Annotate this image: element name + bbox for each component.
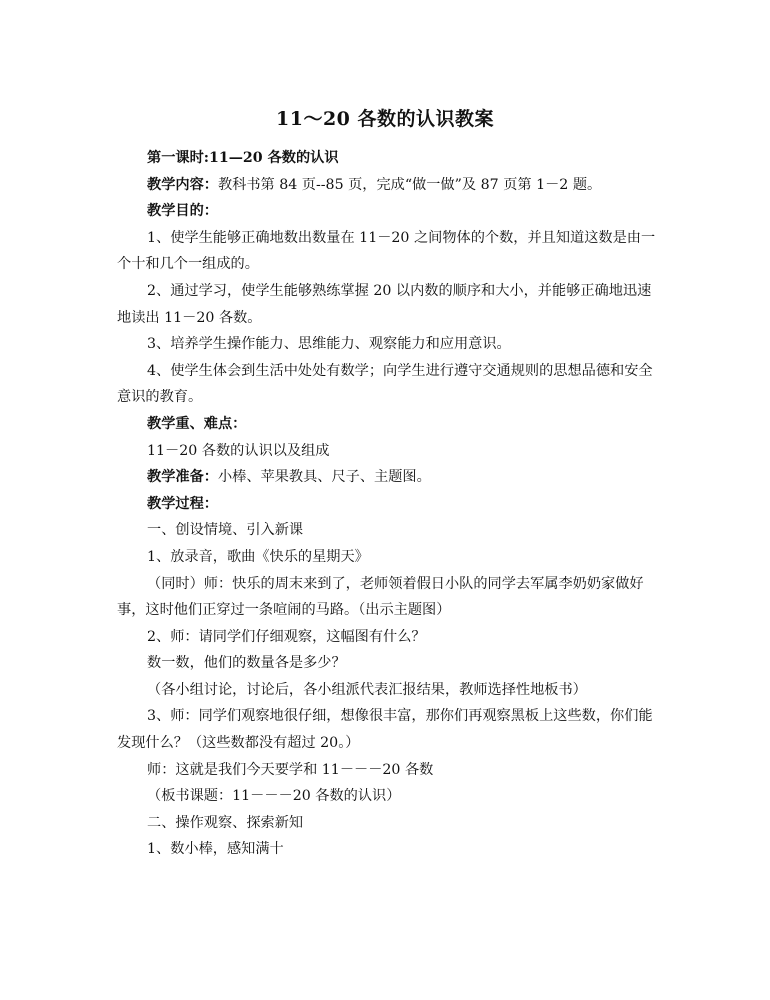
paragraph <box>117 172 657 199</box>
paragraph-label: 教学重、难点： <box>147 415 247 432</box>
paragraph-text: 1、使学生能够正确地数出数量在 11－20 之间物体的个数，并且知道这数是由一个十和几个一组成的。 <box>117 229 656 273</box>
paragraph <box>117 544 657 571</box>
paragraph <box>117 624 657 651</box>
paragraph <box>117 411 657 438</box>
paragraph <box>117 517 657 544</box>
paragraph <box>117 571 657 624</box>
paragraph-text: 师：这就是我们今天要学和 11－－－20 各数 <box>147 761 434 778</box>
paragraph-text: 3、师：同学们观察地很仔细，想像很丰富，那你们再观察黑板上这些数，你们能发现什么？（这些数都没有超过 20。） <box>117 708 653 752</box>
paragraph-text: 2、通过学习，使学生能够熟练掌握 20 以内数的顺序和大小，并能够正确地迅速地读出 11－20 各数。 <box>117 282 652 326</box>
document-body <box>117 145 657 863</box>
paragraph-text: 11－20 各数的认识以及组成 <box>147 442 330 459</box>
paragraph <box>117 358 657 411</box>
paragraph <box>117 331 657 358</box>
paragraph-text: （板书课题：11－－－20 各数的认识） <box>147 788 401 805</box>
paragraph-text: （各小组讨论，讨论后，各小组派代表汇报结果，教师选择性地板书） <box>147 681 587 698</box>
paragraph-text: 二、操作观察、探索新知 <box>147 814 304 831</box>
document-title: 11～20 各数的认识教案 <box>276 108 494 130</box>
paragraph-label: 教学过程： <box>147 495 218 512</box>
paragraph <box>117 836 657 863</box>
paragraph-text: 2、师：请同学们仔细观察，这幅图有什么？ <box>147 628 426 645</box>
paragraph <box>117 464 657 491</box>
paragraph <box>117 225 657 278</box>
paragraph-label: 教学内容： <box>147 176 218 193</box>
paragraph-label: 教学准备： <box>147 469 218 486</box>
paragraph <box>117 783 657 810</box>
paragraph-text: 1、数小棒，感知满十 <box>147 841 284 858</box>
paragraph-text: 小棒、苹果教具、尺子、主题图。 <box>217 469 431 486</box>
paragraph <box>117 198 657 225</box>
paragraph <box>117 677 657 704</box>
paragraph <box>117 145 657 172</box>
paragraph-label: 第一课时:11—20 各数的认识 <box>147 150 339 166</box>
paragraph-text: 4、使学生体会到生活中处处有数学；向学生进行遵守交通规则的思想品德和安全意识的教育。 <box>117 362 653 406</box>
paragraph <box>117 438 657 465</box>
paragraph-label: 教学目的： <box>147 203 218 220</box>
paragraph <box>117 278 657 331</box>
paragraph <box>117 703 657 756</box>
paragraph-text: 一、创设情境、引入新课 <box>147 522 304 539</box>
paragraph <box>117 810 657 837</box>
paragraph-text: 1、放录音，歌曲《快乐的星期天》 <box>147 548 369 565</box>
paragraph <box>117 650 657 677</box>
paragraph <box>117 491 657 518</box>
paragraph-text: 教科书第 84 页--85 页，完成“做一做”及 87 页第 1－2 题。 <box>217 176 602 193</box>
paragraph-text: 3、培养学生操作能力、思维能力、观察能力和应用意识。 <box>147 336 511 353</box>
paragraph-text: （同时）师：快乐的周末来到了，老师领着假日小队的同学去军属李奶奶家做好事，这时他们正穿过一条喧闹的马路。（出示主题图） <box>117 575 644 619</box>
paragraph-text: 数一数，他们的数量各是多少？ <box>147 655 346 672</box>
paragraph <box>117 757 657 784</box>
